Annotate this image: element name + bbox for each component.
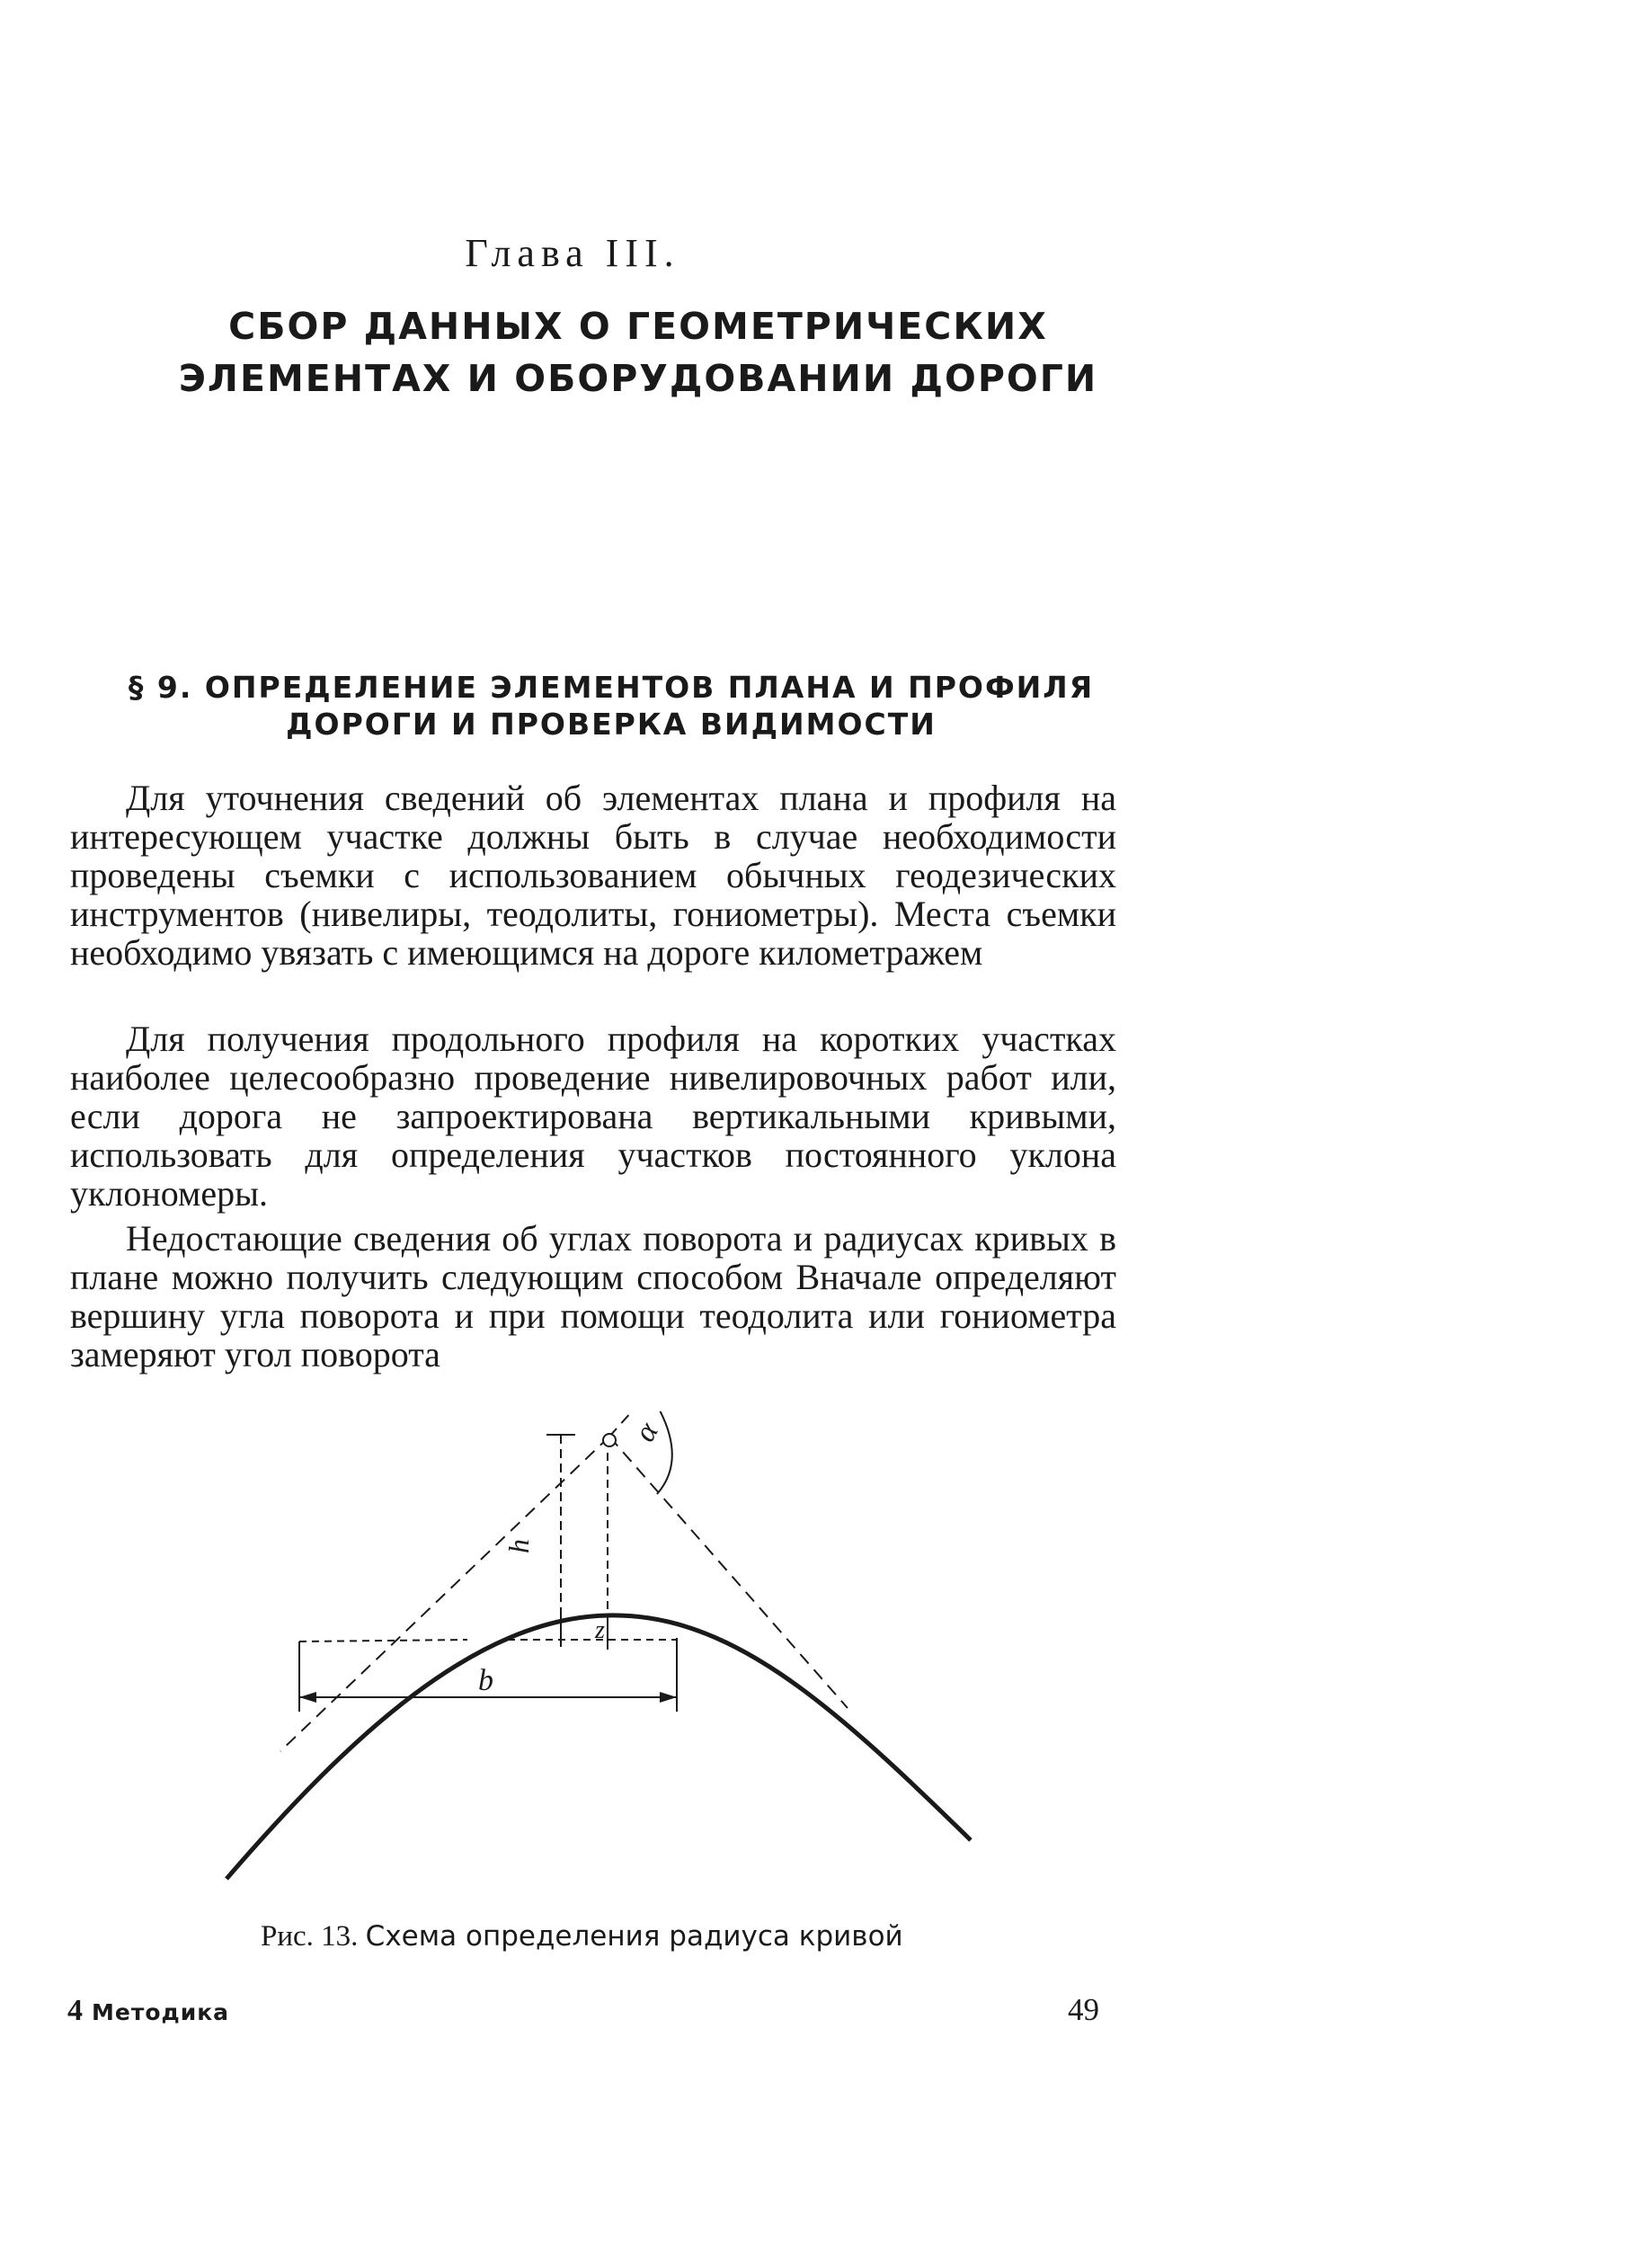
sagitta-label: z [595,1616,605,1644]
chord-dimension-right-arrow [660,1692,677,1703]
section-title [90,669,1132,743]
printer-signature [67,1994,229,2028]
chapter-label: Глава III. [465,231,680,275]
figure-caption-text: Схема определения радиуса кривой [365,1920,903,1953]
section-title-line: § 9. ОПРЕДЕЛЕНИЕ ЭЛЕМЕНТОВ ПЛАНА И ПРОФИЛЯ [128,670,1095,705]
chapter-title [135,300,1141,405]
chapter-title-line: СБОР ДАННЫХ О ГЕОМЕТРИЧЕСКИХ [228,305,1048,348]
signature-number: 4 [67,1994,83,2027]
figure-caption-number: Рис. 13. [261,1920,359,1953]
chapter-title-line: ЭЛЕМЕНТАХ И ОБОРУДОВАНИИ ДОРОГИ [178,357,1098,400]
vertex-point [603,1434,616,1446]
section-title-line: ДОРОГИ И ПРОВЕРКА ВИДИМОСТИ [286,707,937,742]
signature-word: Методика [92,1999,230,2025]
body-paragraph: Для получения продольного профиля на коротких участках наиболее целесообразно проведение нивелировочных работ или, если дорога не запроектирована вертикальными кривыми, использовать для определения участков постоянного уклона уклономеры. [70,1019,1116,1214]
chord-dimension-left-arrow [299,1692,316,1703]
height-label: h [502,1539,535,1553]
angle-arc [654,1411,672,1494]
body-paragraph: Недостающие сведения об углах поворота и радиусах кривых в плане можно получить следующим способом Вначале определяют вершину угла поворота и при помощи теодолита или гониометра замеряют угол поворота [70,1218,1116,1375]
body-paragraph: Для уточнения сведений об элементах плана и профиля на интересующем участке должны быть в случае необходимости проведены съемки с использованием обычных геодезических инструментов (нивелиры, теодолиты, гониометры). Места съемки необходимо увязать с имеющимся на дороге километражем [70,778,1116,973]
road-curve [226,1615,971,1879]
chord-label: b [478,1664,493,1697]
right-tangent-line [609,1437,848,1708]
chord-line [299,1640,467,1642]
curve-radius-diagram [207,1411,998,1915]
figure-caption [0,1920,1652,1953]
angle-label: α [627,1417,665,1447]
page-number: 49 [1068,1992,1099,2027]
